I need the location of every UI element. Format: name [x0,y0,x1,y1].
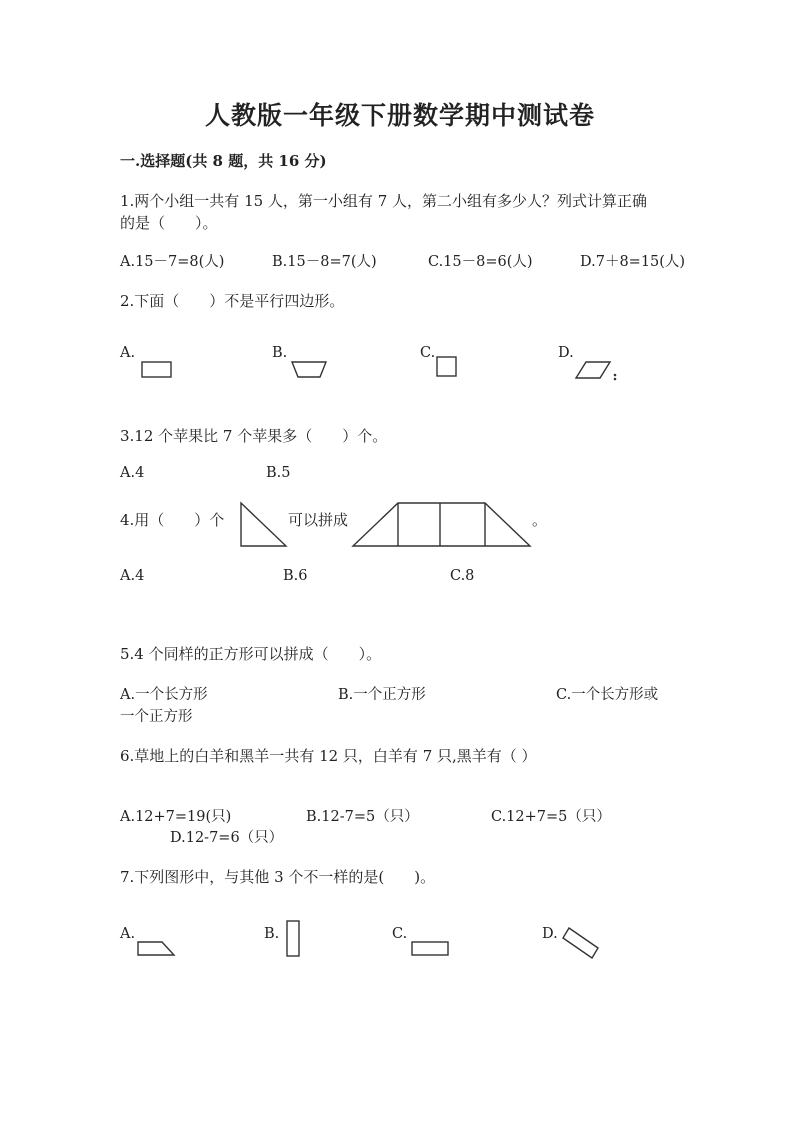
q4-option-c[interactable]: C.8 [450,568,475,584]
tall-rectangle-shape-icon [285,919,303,959]
tilted-rectangle-shape-icon [560,926,604,962]
question-7-text: 7.下列图形中，与其他 3 个不一样的是( )。 [120,868,436,886]
question-5-text: 5.4 个同样的正方形可以拼成（ ）。 [120,645,382,663]
question-1-text-line2: 的是（ ）。 [120,214,218,232]
q2-option-d[interactable]: D. [558,345,574,361]
q4-option-a[interactable]: A.4 [120,568,145,584]
q2-option-a[interactable]: A. [120,345,136,361]
rectangle-shape-icon [140,360,174,380]
q2-option-c[interactable]: C. [420,345,436,361]
q7-option-b[interactable]: B. [264,926,280,942]
q5-option-a[interactable]: A.一个长方形 [120,687,208,703]
page-title: 人教版一年级下册数学期中测试卷 [204,101,595,130]
q1-option-c[interactable]: C.15－8=6(人) [428,254,533,270]
q1-option-b[interactable]: B.15－8=7(人) [272,254,377,270]
parallelogram-shape-icon [574,360,618,382]
question-3-text: 3.12 个苹果比 7 个苹果多（ ）个。 [120,427,388,445]
question-4-text-middle: 可以拼成 [288,511,349,529]
q1-option-d[interactable]: D.7＋8=15(人) [580,254,686,270]
q5-option-b[interactable]: B.一个正方形 [338,687,426,703]
q1-option-a[interactable]: A.15－7=8(人) [120,254,225,270]
q6-option-a[interactable]: A.12+7=19(只) [120,809,232,825]
trapezoid-shape-icon [136,940,178,958]
q5-option-c[interactable]: C.一个长方形或 [556,687,659,703]
question-2-text: 2.下面（ ）不是平行四边形。 [120,292,345,310]
q7-option-c[interactable]: C. [392,926,408,942]
question-1-text-line1: 1.两个小组一共有 15 人，第一小组有 7 人，第二小组有多少人？列式计算正确 [120,192,648,210]
q3-option-b[interactable]: B.5 [266,465,291,481]
q2-option-b[interactable]: B. [272,345,288,361]
q7-option-a[interactable]: A. [120,926,136,942]
trapezoid-shape-icon [290,360,330,380]
right-triangle-shape-icon [238,500,290,550]
question-6-text: 6.草地上的白羊和黑羊一共有 12 只，白羊有 7 只,黑羊有（ ） [120,747,537,765]
q6-option-c[interactable]: C.12+7=5（只） [491,809,611,825]
section-heading: 一.选择题(共 8 题，共 16 分) [120,152,327,170]
q6-option-d[interactable]: D.12-7=6（只） [170,830,284,846]
q6-option-b[interactable]: B.12-7=5（只） [306,809,419,825]
q5-option-c-continued: 一个正方形 [120,709,193,725]
composite-trapezoid-shape-icon [350,500,534,550]
square-shape-icon [435,355,459,379]
question-4-text-prefix: 4.用（ ）个 [120,511,225,529]
wide-rectangle-shape-icon [410,940,452,958]
q4-option-b[interactable]: B.6 [283,568,308,584]
q3-option-a[interactable]: A.4 [120,465,145,481]
q7-option-d[interactable]: D. [542,926,558,942]
question-4-text-suffix: 。 [532,511,548,529]
